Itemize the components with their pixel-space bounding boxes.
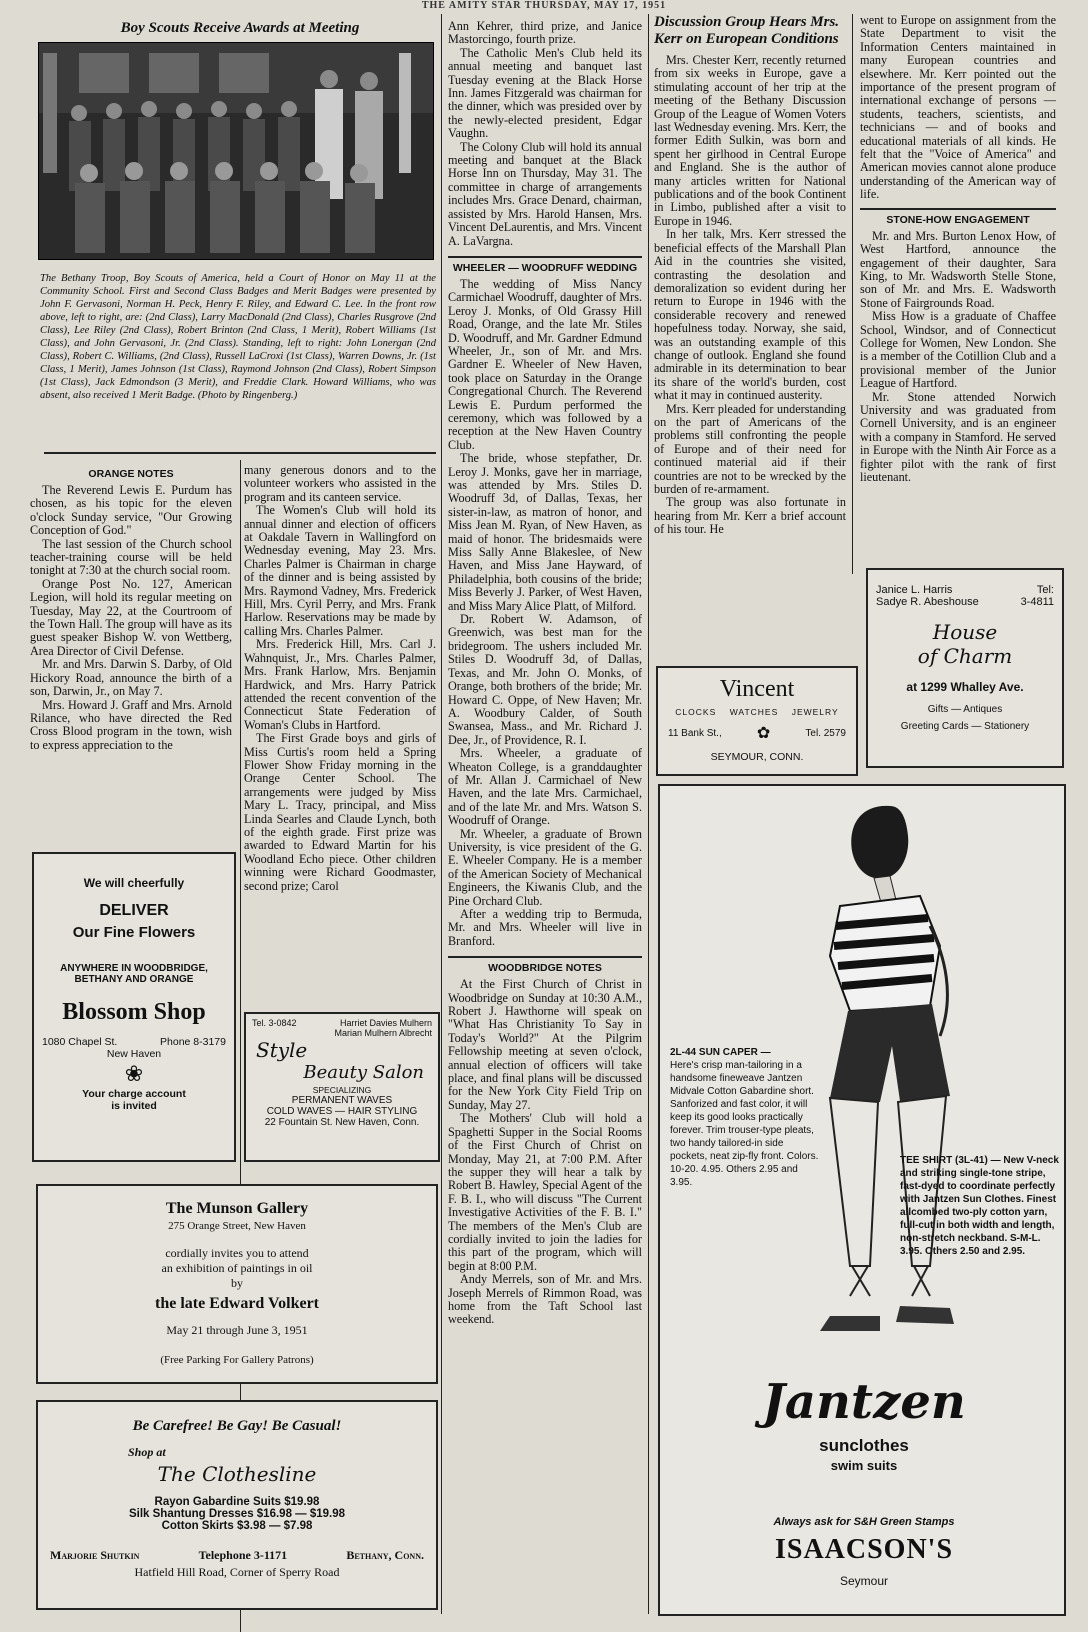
ad-line: ANYWHERE IN WOODBRIDGE, <box>60 963 208 974</box>
article-paragraph: Dr. Robert W. Adamson, of Greenwich, was best man for the bridegroom. The ushers included Mr. Stiles D. Woodruff 3d, of Dallas, Texas, and Mr. John O. Monks, of Orange, both brothers of the bride; Mr. Howard C. Oppe, of New Haven; Mr. A. Woodbury Calder, of South Swansea, Mass., and Mr. Richard J. Dee, Jr., of Providence, R. I. <box>448 612 642 747</box>
clothesline-headline: Be Carefree! Be Gay! Be Casual! <box>132 1418 342 1434</box>
article-paragraph: Miss How is a graduate of Chaffee School, Windsor, and of Connecticut College for Women, New London. She is a member of the Cotillion Club and a provisional member of the Junior League of Hartford. <box>860 309 1056 391</box>
column-rule <box>852 14 853 574</box>
clothesline-item: Rayon Gabardine Suits $19.98 <box>154 1496 320 1508</box>
tee-shirt-copy: TEE SHIRT (3L-41) — New V-neck and striking single-tone stripe, fast-dyed to coordinate perfectly with Jantzen Sun Clothes. Finest allcombed two-ply cotton yarn, full-cut in both width and length, non-stretch neckband. S-M-L. 3.95. Others 2.50 and 2.95. <box>900 1155 1059 1257</box>
clothesline-shop-at: Shop at <box>128 1445 166 1459</box>
article-paragraph: Orange Post No. 127, American Legion, will hold its regular meeting on Tuesday, May 22, at the Courtroom of the Town Hall. The group will have as its guest speaker Bishop W. von Wettberg, Area Director of Civil Defense. <box>30 576 232 658</box>
salon-line: PERMANENT WAVES <box>291 1095 393 1106</box>
shop-phone: Phone 8-3179 <box>160 1036 226 1048</box>
article-paragraph: The wedding of Miss Nancy Carmichael Woodruff, daughter of Mrs. Leroy J. Monks, of Old Grassy Hill Road, Orange, and the late Mr. Stiles D. Woodruff, and Mr. Gardner Edmund Wheeler, Jr., son of Mr. and Mrs. Gardner E. Wheeler of New Haven, took place on Saturday in the Orange Congregational Church. The Reverend Lewis E. Purdum performed the ceremony, which was followed by a reception at the New Haven Country Club. <box>448 276 642 452</box>
house-of-charm-ad <box>866 568 1064 768</box>
article-paragraph: The Reverend Lewis E. Purdum has chosen, as his topic for the eleven o'clock Sunday service, "Our Growing Conception of God." <box>30 483 232 538</box>
store-town: Seymour <box>839 1574 889 1588</box>
shop-city: New Haven <box>106 1048 162 1060</box>
masthead: THE AMITY STAR THURSDAY, MAY 17, 1951 <box>421 0 667 11</box>
article-paragraph: The group was also fortunate in hearing from Mr. Kerr a brief account of his tour. He <box>654 495 846 537</box>
gallery-line: cordially invites you to attend <box>165 1246 309 1260</box>
munson-gallery-ad <box>36 1184 438 1384</box>
gallery-name: The Munson Gallery <box>165 1200 309 1217</box>
stone-how-column <box>860 14 1056 562</box>
salon-tel: Tel. 3-0842 <box>252 1018 297 1028</box>
article-paragraph: Mrs. Frederick Hill, Mrs. Carl J. Wahnquist, Jr., Mrs. Charles Palmer, Mrs. Frank Harlow, Mrs. Benjamin Hardwick, and Mrs. Harry Patrick attended the recent convention of the Connecticut State Federation of Woman's Clubs in Hartford. <box>244 637 436 732</box>
engagement-heading: STONE-HOW ENGAGEMENT <box>886 213 1030 226</box>
shop-name: Blossom Shop <box>62 999 206 1025</box>
article-paragraph: Mrs. Wheeler, a graduate of Wheaton College, is a granddaughter of Mr. Allan J. Carmichael of New Haven, and the late Mrs. Carmichael, and of the late Mr. and Mrs. Watson S. Woodruff of Orange. <box>448 746 642 828</box>
article-paragraph: Mrs. Chester Kerr, recently returned from six weeks in Europe, gave a stimulating account of her trip at the meeting of the Bethany Discussion Group of the League of Women Voters last Wednesday evening. Mrs. Kerr, the former Edith Sulkin, was born and spent her girlhood in Central Europe and England. She is the author of many articles written for National publications and of the book Continent in Limbo, published after a visit to Europe in 1946. <box>654 53 846 228</box>
shop-line: Greeting Cards — Stationery <box>900 721 1030 732</box>
vincent-name: Vincent <box>719 676 795 702</box>
owner-name: Janice L. Harris <box>876 584 953 596</box>
jantzen-isaacsons-ad <box>658 784 1066 1616</box>
shop-address: 1080 Chapel St. <box>42 1036 118 1048</box>
jantzen-logo: Jantzen <box>762 1374 966 1430</box>
salon-name-beauty: Beauty Salon <box>303 1062 424 1083</box>
article-paragraph: Mrs. Howard J. Graff and Mrs. Arnold Rilance, who have directed the Red Cross Blood program in the town, wish to express appreciation to the <box>30 697 232 752</box>
article-paragraph: At the First Church of Christ in Woodbridge on Sunday at 10:30 A.M., Robert J. Hawthorne will speak on "What Has Christianity To Say in Today's World?" At the Pilgrim Fellowship meeting at seven o'clock, annual election of officers will take place, and final plans will be discussed for the New York City Field Trip on Sunday, May 27. <box>448 977 642 1112</box>
shop-name-house: House <box>932 620 998 644</box>
article-paragraph: Mrs. Kerr pleaded for understanding on the part of Americans of the problems still confronting the people of Europe and of their need for continued material aid if their countries are not to be wrecked by the burden of re-armament. <box>654 401 846 496</box>
article-paragraph: Mr. and Mrs. Darwin S. Darby, of Old Hickory Road, announce the birth of a son, Darwin, Jr., on May 7. <box>30 657 232 699</box>
salon-address: 22 Fountain St. New Haven, Conn. <box>264 1117 420 1128</box>
shop-address: at 1299 Whalley Ave. <box>906 680 1024 694</box>
store-name: ISAACSON'S <box>774 1534 954 1565</box>
salon-line: COLD WAVES — HAIR STYLING <box>266 1106 418 1117</box>
blossom-shop-ad <box>32 852 236 1162</box>
column-three <box>448 20 642 1620</box>
womens-club-column <box>244 464 436 1004</box>
gallery-artist: the late Edward Volkert <box>155 1295 319 1312</box>
ad-line: BETHANY AND ORANGE <box>74 974 194 985</box>
tel-number: 3-4811 <box>1020 596 1054 608</box>
section-rule <box>44 452 436 454</box>
jantzen-subline: sunclothes <box>819 1436 909 1455</box>
green-stamps-note: Always ask for S&H Green Stamps <box>773 1516 955 1528</box>
style-beauty-salon-ad <box>244 1012 440 1162</box>
article-paragraph: The last session of the Church school teacher-training course will be held tonight at 7:30 at the church social room. <box>30 536 232 578</box>
article-paragraph: In her talk, Mrs. Kerr stressed the beneficial effects of the Marshall Plan Aid in the countries she visited, contrasting the desolation and demoralization so evident during her return to Europe in 1946 with the considerable recovery and renewed hopefulness today. Norway, she said, was an outstanding example of this change of outlook. England she found admirable in its determination to bear its share of the world's burden, cost what it may in continued austerity. <box>654 227 846 403</box>
photo-caption: The Bethany Troop, Boy Scouts of America, held a Court of Honor on May 11 at the Community School. First and Second Class Badges and Merit Badges were presented by John F. Gervasoni, Norman H. Peck, Henry F. Riley, and Edward C. Lee. In the front row above, left to right, are: (2nd Class), Larry MacDonald (2nd Class), Charles Rusgrove (2nd Class), Lee Riley (2nd Class), Robert Brinton (2nd Class, 1 Merit), Robert Williams (1st Class), and John Gervasoni, Jr. (2nd Class). Standing, left to right: John Lonergan (2nd Class), Robert C. Williams, (2nd Class), Russell LaCroxi (1st Class), Warren Downs, Jr. (1st Class, 1 Merit), James Johnson (1st Class), Raymond Johnson (2nd Class), Robert Simpson (1st Class), Jack Edmondson (3 Merit), and Freddie Clark. Howard Williams, who was absent, also received 1 Merit Badge. (Photo by Ringenberg.) <box>40 273 436 401</box>
article-paragraph: Mr. Stone attended Norwich University and was graduated from Cornell University, and is an engineer with a company in Stamford. He served in Europe with the Ninth Air Force as a fighter pilot with the rank of first lieutenant. <box>860 389 1056 484</box>
boy-scouts-photo <box>38 42 434 260</box>
article-paragraph: The Catholic Men's Club held its annual meeting and banquet last Tuesday evening at the Black Horse Inn. James Fitzgerald was chairman for the dinner, which was presided over by the newly-elected president, Edgar Vaughn. <box>448 45 642 141</box>
sun-caper-copy <box>670 1046 820 1189</box>
vincent-jewelry-ad <box>656 666 858 776</box>
ornament-icon: ✿ <box>756 725 771 742</box>
owner-name: Sadye R. Abeshouse <box>876 596 979 608</box>
salon-line: SPECIALIZING <box>312 1085 372 1095</box>
wedding-heading: WHEELER — WOODRUFF WEDDING <box>452 261 638 274</box>
article-paragraph: Mr. and Mrs. Burton Lenox How, of West Hartford, announce the engagement of their daughter, Sara King, to Mr. Wadsworth Stelle Stone, son of Mr. and Mrs. E. Wadsworth Stone of Fairgrounds Road. <box>860 228 1056 310</box>
clothesline-name: The Clothesline <box>157 1462 317 1486</box>
gallery-line: an exhibition of paintings in oil <box>161 1261 313 1275</box>
article-paragraph: The Women's Club will hold its annual dinner and election of officers at Oakdale Tavern in Wallingford on Wednesday evening, May 23. Mrs. Charles Palmer is Chairman in charge of the dinner and is being assisted by Mrs. Raymond Vadney, Mrs. Frederick Hill, Mrs. Cyril Perry, and Mrs. Frank Harlow. Reservations may be made by calling Mrs. Charles Palmer. <box>244 503 436 638</box>
gallery-address: 275 Orange Street, New Haven <box>168 1220 306 1232</box>
column-rule <box>648 14 649 1614</box>
jantzen-subline: swim suits <box>830 1458 898 1473</box>
article-paragraph: Ann Kehrer, third prize, and Janice Mastorcingo, fourth prize. <box>448 20 642 47</box>
salon-owner: Marian Mulhern Albrecht <box>334 1028 432 1038</box>
salon-name-style: Style <box>256 1038 308 1062</box>
article-paragraph: The First Grade boys and girls of Miss Curtis's room held a Spring Flower Show Friday morning in the Orange Center School. The arrangements were judged by Miss Mary L. Tracy, principal, and Miss Linda Searles and Claude Lynch, both of the eighth grade. First prize was awarded to Edward Martin for his Woodland Echo piece. Other children winning were Richard Goodmaster, second prize; Carol <box>244 731 436 893</box>
article-paragraph: After a wedding trip to Bermuda, Mr. and Mrs. Wheeler will live in Branford. <box>448 907 642 948</box>
article-paragraph: went to Europe on assignment from the State Department to visit the Information Centers maintained in many European countries and elsewhere. Mr. Kerr pointed out the importance of the present program of international exchange of persons — students, teachers, scientists, and technicians — and of books and educational materials of all kinds. He felt that the "Voice of America" and American movies cannot alone produce understanding of the American way of life. <box>860 14 1056 202</box>
clothesline-item: Silk Shantung Dresses $16.98 — $19.98 <box>128 1508 346 1520</box>
clothesline-address: Hatfield Hill Road, Corner of Sperry Road <box>134 1565 340 1579</box>
vincent-wares: CLOCKS WATCHES JEWELRY <box>675 707 839 717</box>
article-paragraph: The Colony Club will hold its annual meeting and banquet at the Black Horse Inn on Thursday, May 31. The committee in charge of arrangements includes Mrs. Grace Denard, chairman, assisted by Mrs. Harold Hansen, Mrs. Vincent DeLaurentis, and Mrs. Vincent A. LaVargna. <box>448 139 642 248</box>
gallery-dates: May 21 through June 3, 1951 <box>166 1323 308 1337</box>
gallery-parking: (Free Parking For Gallery Patrons) <box>160 1354 314 1366</box>
discussion-group-column <box>654 14 846 652</box>
vincent-tel: Tel. 2579 <box>805 727 846 739</box>
gallery-line: by <box>231 1276 243 1290</box>
clothesline-owner: Marjorie Shutkin <box>50 1548 140 1562</box>
clothesline-ad <box>36 1400 438 1610</box>
rose-icon: ❀ <box>124 1061 144 1086</box>
orange-notes-column <box>30 464 232 844</box>
ad-line: Our Fine Flowers <box>72 924 196 941</box>
ad-line: We will cheerfully <box>83 876 185 890</box>
column-rule <box>441 14 442 1614</box>
sun-caper-title: 2L-44 SUN CAPER — <box>670 1047 771 1058</box>
tel-label: Tel: <box>1036 584 1054 596</box>
discussion-heading: Discussion Group Hears Mrs. Kerr on European Conditions <box>654 14 840 47</box>
article-paragraph: The bride, whose stepfather, Dr. Leroy J. Monks, gave her in marriage, was attended by Mrs. Stiles D. Woodruff 3d, of Dallas, Texas, her sister-in-law, as matron of honor, and Miss Jean M. Ryan, of New Haven, as maid of honor. The bridesmaids were Miss Sally Anne Blakeslee, of New Haven, and Miss Jane Hayward, of Philadelphia, both cousins of the bride; Miss Beverly J. Parker, of West Haven, and Miss Mary Alice Platt, of Milford. <box>448 451 642 613</box>
clothesline-phone: Telephone 3-1171 <box>198 1548 288 1562</box>
photo-story-title: Boy Scouts Receive Awards at Meeting <box>120 20 360 36</box>
vincent-town: SEYMOUR, CONN. <box>710 751 804 763</box>
article-paragraph: Mr. Wheeler, a graduate of Brown University, is vice president of the G. E. Wheeler Company. He is a member of the American Society of Mechanical Engineers, the Kiwanis Club, and the Pine Orchard Club. <box>448 826 642 908</box>
article-paragraph: many generous donors and to the volunteer workers who assisted in the program and its canteen service. <box>244 464 436 504</box>
shop-name-charm: of Charm <box>917 644 1013 668</box>
article-paragraph: The Mothers' Club will hold a Spaghetti Supper in the Social Rooms of the First Church of Christ on Monday, May 21, at 7:00 P.M. After the supper they will hear a talk by Robert B. Hawley, Special Agent of the F. B. I., who will discuss "The Current Investigative Activities of the F. B. I." The members of the Men's Club are cordially invited to join the ladies for this part of the program, which will begin at 8:00 P.M. <box>448 1111 642 1273</box>
salon-owner: Harriet Davies Mulhern <box>339 1018 432 1028</box>
article-paragraph: Andy Merrels, son of Mr. and Mrs. Joseph Merrels of Rimmon Road, was home from the Taft School last weekend. <box>448 1272 642 1327</box>
ad-footer: is invited <box>111 1100 157 1112</box>
woodbridge-heading: WOODBRIDGE NOTES <box>488 962 602 975</box>
vincent-address: 11 Bank St., <box>668 727 722 739</box>
orange-notes-heading: ORANGE NOTES <box>88 468 174 480</box>
clothesline-town: Bethany, Conn. <box>346 1548 424 1562</box>
clothesline-item: Cotton Skirts $3.98 — $7.98 <box>161 1520 313 1532</box>
ad-footer: Your charge account <box>82 1088 186 1100</box>
shop-line: Gifts — Antiques <box>927 704 1003 715</box>
sun-caper-text: Here's crisp man-tailoring in a handsome fineweave Jantzen Midvale Cotton Gabardine short. Sanforized and fast color, it will keep its good looks practically forever. Trim trouser-type pleats, two handy tailored-in side pockets, neat zip-fly front. Colors. 10-20. 4.95. Others 2.95 and 3.95. <box>670 1060 819 1188</box>
ad-line: DELIVER <box>99 902 169 919</box>
